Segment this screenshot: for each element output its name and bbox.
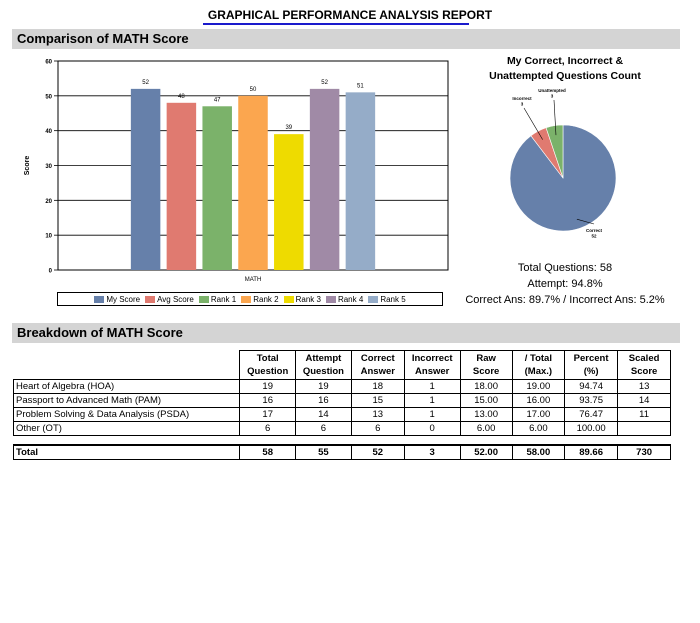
legend-label: Rank 1 [210,294,237,304]
bar-value-label: 51 [357,83,364,90]
table-cell: 15 [351,394,404,408]
pie-label-name: Incorrect [512,96,532,101]
y-tick-label: 30 [45,164,52,170]
table-cell: 6 [240,422,296,436]
pie-title-line1: My Correct, Incorrect & [506,55,624,67]
column-header [240,351,296,380]
legend-item [326,295,363,304]
legend-item [199,295,236,304]
y-tick-label: 60 [45,59,52,66]
bar-value-label: 48 [178,93,185,100]
legend-swatch [368,296,378,303]
legend-item [241,295,278,304]
table-cell: 100.00 [565,422,618,436]
column-header-line: Incorrect [411,353,453,364]
column-header-line: Raw [476,353,496,364]
pie-label-value: 52 [591,233,597,239]
row-label: Passport to Advanced Math (PAM) [14,394,240,408]
table-header-row [14,351,671,380]
table-cell: 93.75 [565,394,618,408]
total-label: Total [14,445,240,460]
legend-swatch [284,296,294,303]
table-row [14,394,671,408]
section-header-comparison: Comparison of MATH Score [12,29,680,49]
table-cell: 19.00 [512,380,564,394]
table-cell: 16.00 [512,394,564,408]
column-header-line: Attempt [305,353,342,364]
table-cell: 17 [240,408,296,422]
bar-value-label: 47 [213,97,221,104]
legend-label: Rank 3 [295,294,321,304]
table-cell: 11 [618,408,671,422]
score-breakdown-table [13,350,671,460]
row-label: Problem Solving & Data Analysis (PSDA) [14,408,240,422]
pie-label-value: 3 [520,101,524,107]
bar-avg-score [167,103,197,270]
total-cell: 730 [618,445,671,460]
bar-rank-5 [346,92,376,270]
pie-label-value: 3 [550,93,554,99]
bar-rank-3 [274,134,304,270]
bar-value-label: 39 [285,125,293,132]
bar-rank-1 [202,106,232,270]
pie-chart [500,84,650,254]
table-cell: 14 [618,394,671,408]
legend-item [368,295,405,304]
column-header-line: (Max.) [524,366,553,377]
y-tick-label: 10 [45,233,52,240]
bar-value-label: 52 [321,79,328,86]
y-tick-label: 20 [45,198,52,205]
y-axis-label: Score [24,155,31,176]
column-header-line: Total [256,353,279,364]
column-header-line: Correct [360,353,395,364]
bar-value-label: 50 [249,86,257,93]
total-cell: 3 [404,445,460,460]
total-cell: 89.66 [565,445,618,460]
legend-swatch [145,296,155,303]
column-header-line: Score [472,366,500,377]
legend-label: Rank 4 [337,294,364,304]
chart-legend [57,292,443,306]
table-cell: 6.00 [512,422,564,436]
table-cell: 19 [296,380,352,394]
table-cell: 6.00 [460,422,512,436]
table-cell: 16 [296,394,352,408]
table-cell: 1 [404,408,460,422]
total-cell: 52.00 [460,445,512,460]
table-cell: 1 [404,394,460,408]
pie-stats [455,260,675,308]
y-tick-label: 0 [48,268,52,275]
table-cell: 94.74 [565,380,618,394]
table-cell: 14 [296,408,352,422]
bar-chart [0,50,455,290]
y-tick-label: 50 [45,94,52,101]
table-cell: 76.47 [565,408,618,422]
total-cell: 58.00 [512,445,564,460]
table-cell: 13.00 [460,408,512,422]
table-row [14,422,671,436]
table-cell [618,422,671,436]
title-underline [203,23,469,25]
legend-swatch [241,296,251,303]
table-row [14,380,671,394]
bar-my-score [131,89,161,270]
table-cell: 0 [404,422,460,436]
accuracy-summary: Correct Ans: 89.7% / Incorrect Ans: 5.2% [465,294,665,306]
column-header [404,351,460,380]
bar-rank-2 [238,96,268,270]
x-axis-label: MATH [244,277,262,283]
column-header-line: (%) [583,366,599,377]
column-header-line: Scaled [628,353,660,364]
table-cell: 13 [618,380,671,394]
section-header-breakdown: Breakdown of MATH Score [12,323,680,343]
total-questions: Total Questions: 58 [517,262,613,274]
column-header [565,351,618,380]
table-spacer-row [14,436,671,446]
column-header-line: Question [247,366,289,377]
bar-value-label: 52 [142,79,149,86]
table-cell: 17.00 [512,408,564,422]
total-cell: 58 [240,445,296,460]
y-tick-label: 40 [45,129,52,136]
legend-item [145,295,194,304]
bar-rank-4 [310,89,340,270]
column-header [460,351,512,380]
table-spacer [14,436,671,446]
column-header [351,351,404,380]
attempt-percent: Attempt: 94.8% [527,278,603,290]
total-cell: 52 [351,445,404,460]
pie-chart-title [470,54,660,84]
column-header-line: / Total [524,353,552,364]
legend-label: Rank 5 [380,294,406,304]
pie-title-line2: Unattempted Questions Count [489,70,641,82]
column-header-line: Score [630,366,658,377]
report-title: GRAPHICAL PERFORMANCE ANALYSIS REPORT [207,8,493,22]
table-row [14,408,671,422]
table-cell: 18.00 [460,380,512,394]
column-header-line: Answer [360,366,395,377]
row-label: Other (OT) [14,422,240,436]
column-header-line: Answer [415,366,450,377]
column-header-line: Percent [573,353,609,364]
table-cell: 19 [240,380,296,394]
table-cell: 6 [351,422,404,436]
legend-swatch [326,296,336,303]
table-cell: 15.00 [460,394,512,408]
row-label: Heart of Algebra (HOA) [14,380,240,394]
legend-swatch [94,296,104,303]
column-header [296,351,352,380]
table-cell: 6 [296,422,352,436]
table-cell: 13 [351,408,404,422]
table-cell: 18 [351,380,404,394]
table-total-row [14,445,671,460]
legend-label: My Score [106,294,141,304]
total-cell: 55 [296,445,352,460]
column-header [512,351,564,380]
legend-label: Avg Score [157,294,194,304]
pie-label-name: Unattempted [538,88,566,93]
legend-item [284,295,321,304]
legend-label: Rank 2 [253,294,279,304]
legend-item [94,295,140,304]
table-cell: 1 [404,380,460,394]
legend-swatch [199,296,209,303]
column-header [618,351,671,380]
pie-label-name: Correct [585,228,603,233]
table-cell: 16 [240,394,296,408]
column-header [14,351,240,380]
column-header-line: Question [302,366,344,377]
